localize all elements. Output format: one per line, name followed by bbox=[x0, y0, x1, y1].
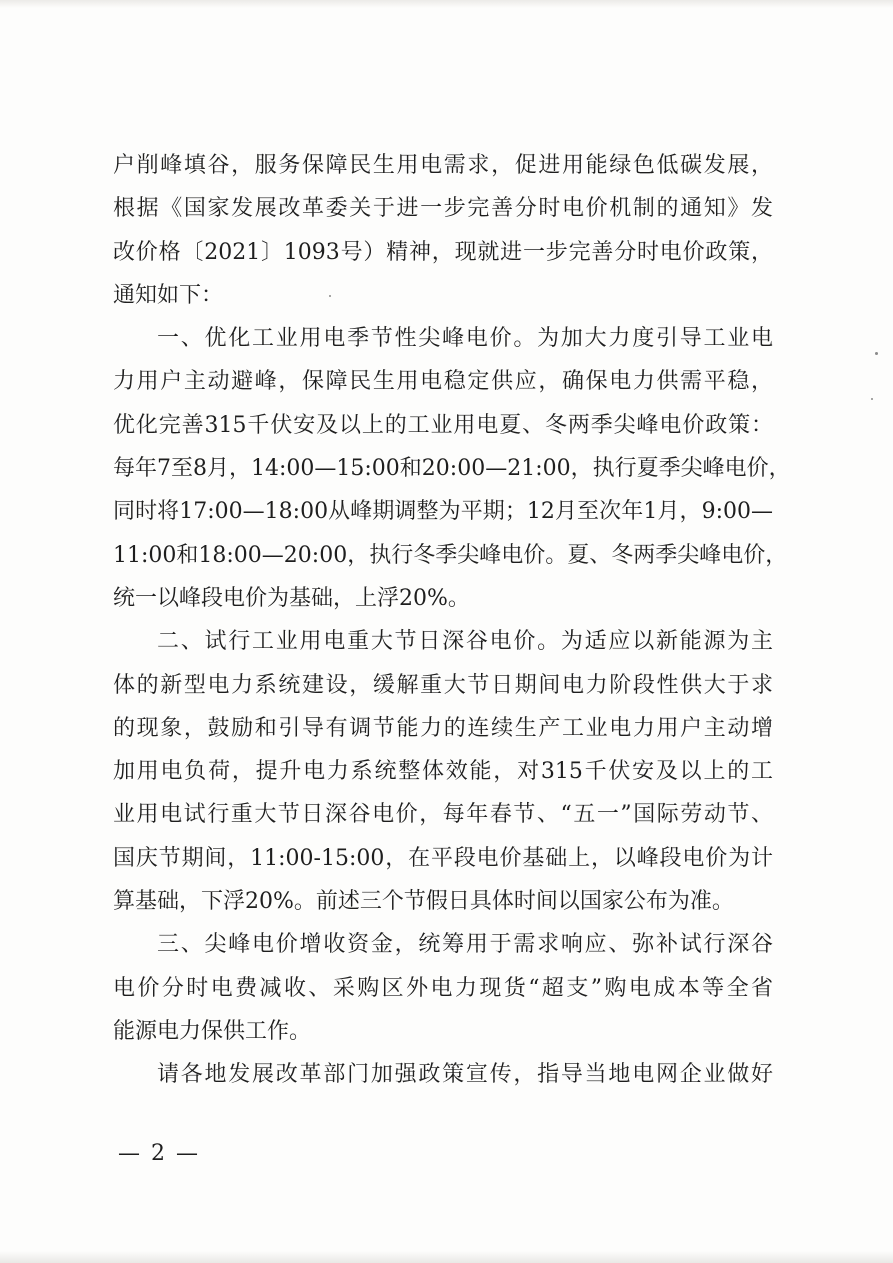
text-line: 国庆节期间，11:00-15:00，在平段电价基础上，以峰段电价为计 bbox=[113, 845, 773, 871]
text-line: 的现象，鼓励和引导有调节能力的连续生产工业电力用户主动增 bbox=[113, 715, 773, 741]
scan-bottom-edge bbox=[0, 1251, 893, 1263]
text-line: 算基础，下浮20%。前述三个节假日具体时间以国家公布为准。 bbox=[113, 889, 734, 915]
text-line: 户削峰填谷，服务保障民生用电需求，促进用能绿色低碳发展， bbox=[113, 153, 773, 178]
text-line: 11:00和18:00—20:00，执行冬季尖峰电价。夏、冬两季尖峰电价， bbox=[113, 542, 788, 568]
text-line: 加用电负荷，提升电力系统整体效能，对315千伏安及以上的工 bbox=[113, 759, 773, 785]
paragraph-3-first-line: 三、尖峰电价增收资金，统筹用于需求响应、弥补试行深谷 bbox=[157, 932, 773, 958]
paragraph-1-first-line: 一、优化工业用电季节性尖峰电价。为加大力度引导工业电 bbox=[157, 326, 773, 352]
page-number: — 2 — bbox=[118, 1141, 200, 1166]
text-line: 根据《国家发展改革委关于进一步完善分时电价机制的通知》发 bbox=[113, 196, 773, 222]
body-text bbox=[113, 144, 791, 1097]
text-line: 优化完善315千伏安及以上的工业用电夏、冬两季尖峰电价政策： bbox=[113, 412, 773, 438]
text-line: 同时将17:00—18:00从峰期调整为平期；12月至次年1月，9:00— bbox=[113, 499, 773, 525]
text-line: 能源电力保供工作。 bbox=[113, 1018, 312, 1044]
text-line: 改价格〔2021〕1093号）精神，现就进一步完善分时电价政策， bbox=[113, 239, 773, 265]
text-line: 力用户主动避峰，保障民生用电稳定供应，确保电力供需平稳， bbox=[113, 369, 773, 395]
paragraph-4-first-line: 请各地发展改革部门加强政策宣传，指导当地电网企业做好 bbox=[157, 1062, 773, 1088]
text-line: 每年7至8月，14:00—15:00和20:00—21:00，执行夏季尖峰电价， bbox=[113, 456, 791, 482]
paragraph-2-first-line: 二、试行工业用电重大节日深谷电价。为适应以新能源为主 bbox=[157, 629, 773, 655]
text-line: 通知如下： bbox=[113, 282, 224, 308]
scan-top-edge bbox=[0, 0, 893, 8]
text-line: 统一以峰段电价为基础，上浮20%。 bbox=[113, 585, 470, 611]
text-line: 业用电试行重大节日深谷电价，每年春节、“五一”国际劳动节、 bbox=[113, 802, 773, 828]
text-line: 电价分时电费减收、采购区外电力现货“超支”购电成本等全省 bbox=[113, 975, 773, 1001]
scan-speck bbox=[875, 352, 878, 355]
text-line: 体的新型电力系统建设，缓解重大节日期间电力阶段性供大于求 bbox=[113, 672, 773, 698]
scan-speck bbox=[871, 398, 873, 400]
